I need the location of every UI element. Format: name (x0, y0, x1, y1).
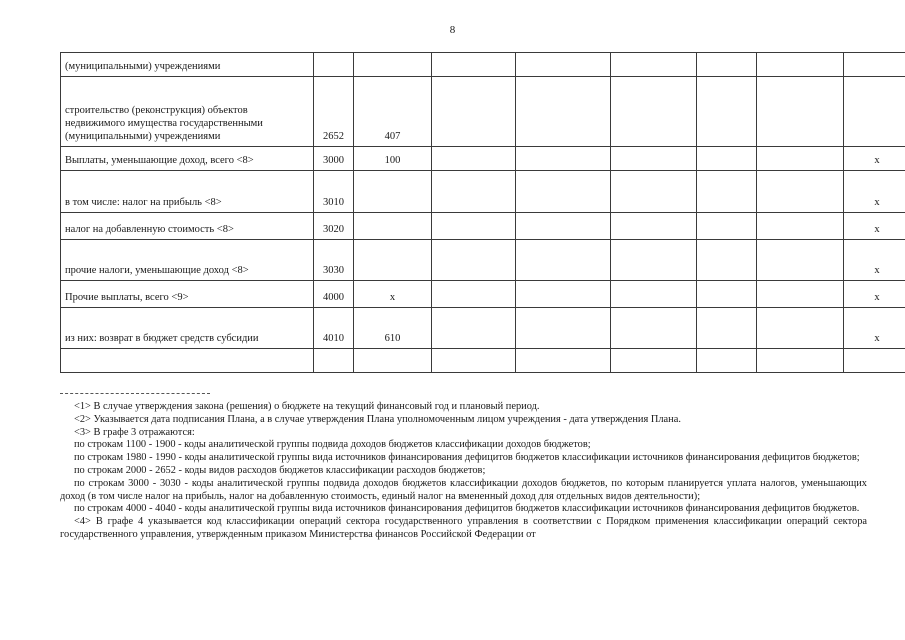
row-name: строительство (реконструкция) объектов недвижимого имущества государственными (муниципальными) учреждениями (61, 77, 314, 147)
footnotes-section (60, 393, 867, 542)
row-name (61, 349, 314, 373)
row-value (354, 171, 432, 213)
finance-plan-table (60, 52, 905, 373)
row-code: 4010 (314, 308, 354, 349)
row-code: 3020 (314, 213, 354, 240)
row-name: Выплаты, уменьшающие доход, всего <8> (61, 147, 314, 171)
footnote-separator (60, 393, 210, 394)
table-row (61, 213, 905, 240)
table-row (61, 240, 905, 281)
row-code: 3030 (314, 240, 354, 281)
row-x-mark: х (844, 171, 905, 213)
row-x-mark: х (844, 213, 905, 240)
row-value: 407 (354, 77, 432, 147)
row-code: 2652 (314, 77, 354, 147)
row-x-mark (844, 349, 905, 373)
row-code: 3010 (314, 171, 354, 213)
row-x-mark: х (844, 147, 905, 171)
row-code (314, 349, 354, 373)
table-row (61, 349, 905, 373)
row-value: 610 (354, 308, 432, 349)
footnote-3-item: по строкам 4000 - 4040 - коды аналитической группы вида источников финансирования дефицитов бюджетов классификации источников финансирования дефицитов бюджетов. (74, 503, 860, 515)
row-name: прочие налоги, уменьшающие доход <8> (61, 240, 314, 281)
row-x-mark: х (844, 240, 905, 281)
row-x-mark: х (844, 281, 905, 308)
row-code: 3000 (314, 147, 354, 171)
footnote-3-item: по строкам 3000 - 3030 - коды аналитической группы подвида доходов бюджетов классификации доходов бюджетов, по которым планируется уплата налогов, уменьшающих доход (в том числе налог на прибыль, налог на добавленную стоимость, единый налог на вмененный доход для отдельных видов деятельности); (60, 477, 867, 502)
footnote-3-item: по строкам 1100 - 1900 - коды аналитической группы подвида доходов бюджетов классификации доходов бюджетов; (74, 439, 591, 451)
row-value (354, 213, 432, 240)
row-value: 100 (354, 147, 432, 171)
table-row (61, 147, 905, 171)
row-name: Прочие выплаты, всего <9> (61, 281, 314, 308)
footnote-3-item: по строкам 2000 - 2652 - коды видов расходов бюджетов классификации расходов бюджетов; (74, 464, 486, 476)
row-value: х (354, 281, 432, 308)
table-row (61, 77, 905, 147)
row-x-mark (844, 53, 905, 77)
table-row (61, 308, 905, 349)
table-row (61, 53, 905, 77)
row-x-mark (844, 77, 905, 147)
row-name: в том числе: налог на прибыль <8> (61, 171, 314, 213)
footnote-1: <1> В случае утверждения закона (решения) о бюджете на текущий финансовый год и плановый период. (74, 401, 540, 412)
footnote-4: <4> В графе 4 указывается код классификации операций сектора государственного управления в соответствии с Порядком применения классификации операций сектора государственного управления, утвержденным приказом Министерства финансов Российской Федерации от (60, 516, 867, 540)
row-name: из них: возврат в бюджет средств субсидии (61, 308, 314, 349)
footnote-2: <2> Указывается дата подписания Плана, а в случае утверждения Плана уполномоченным лицом учреждения - дата утверждения Плана. (74, 413, 681, 425)
row-code (314, 53, 354, 77)
table-row (61, 281, 905, 308)
row-value (354, 240, 432, 281)
row-value (354, 349, 432, 373)
row-code: 4000 (314, 281, 354, 308)
footnote-3: <3> В графе 3 отражаются: (74, 426, 195, 438)
row-name: налог на добавленную стоимость <8> (61, 213, 314, 240)
page-number: 8 (449, 24, 456, 36)
table-row (61, 171, 905, 213)
row-value (354, 53, 432, 77)
row-name: (муниципальными) учреждениями (61, 53, 314, 77)
row-x-mark: х (844, 308, 905, 349)
footnote-3-item: по строкам 1980 - 1990 - коды аналитической группы вида источников финансирования дефицитов бюджетов классификации источников финансирования дефицитов бюджетов; (74, 452, 860, 464)
